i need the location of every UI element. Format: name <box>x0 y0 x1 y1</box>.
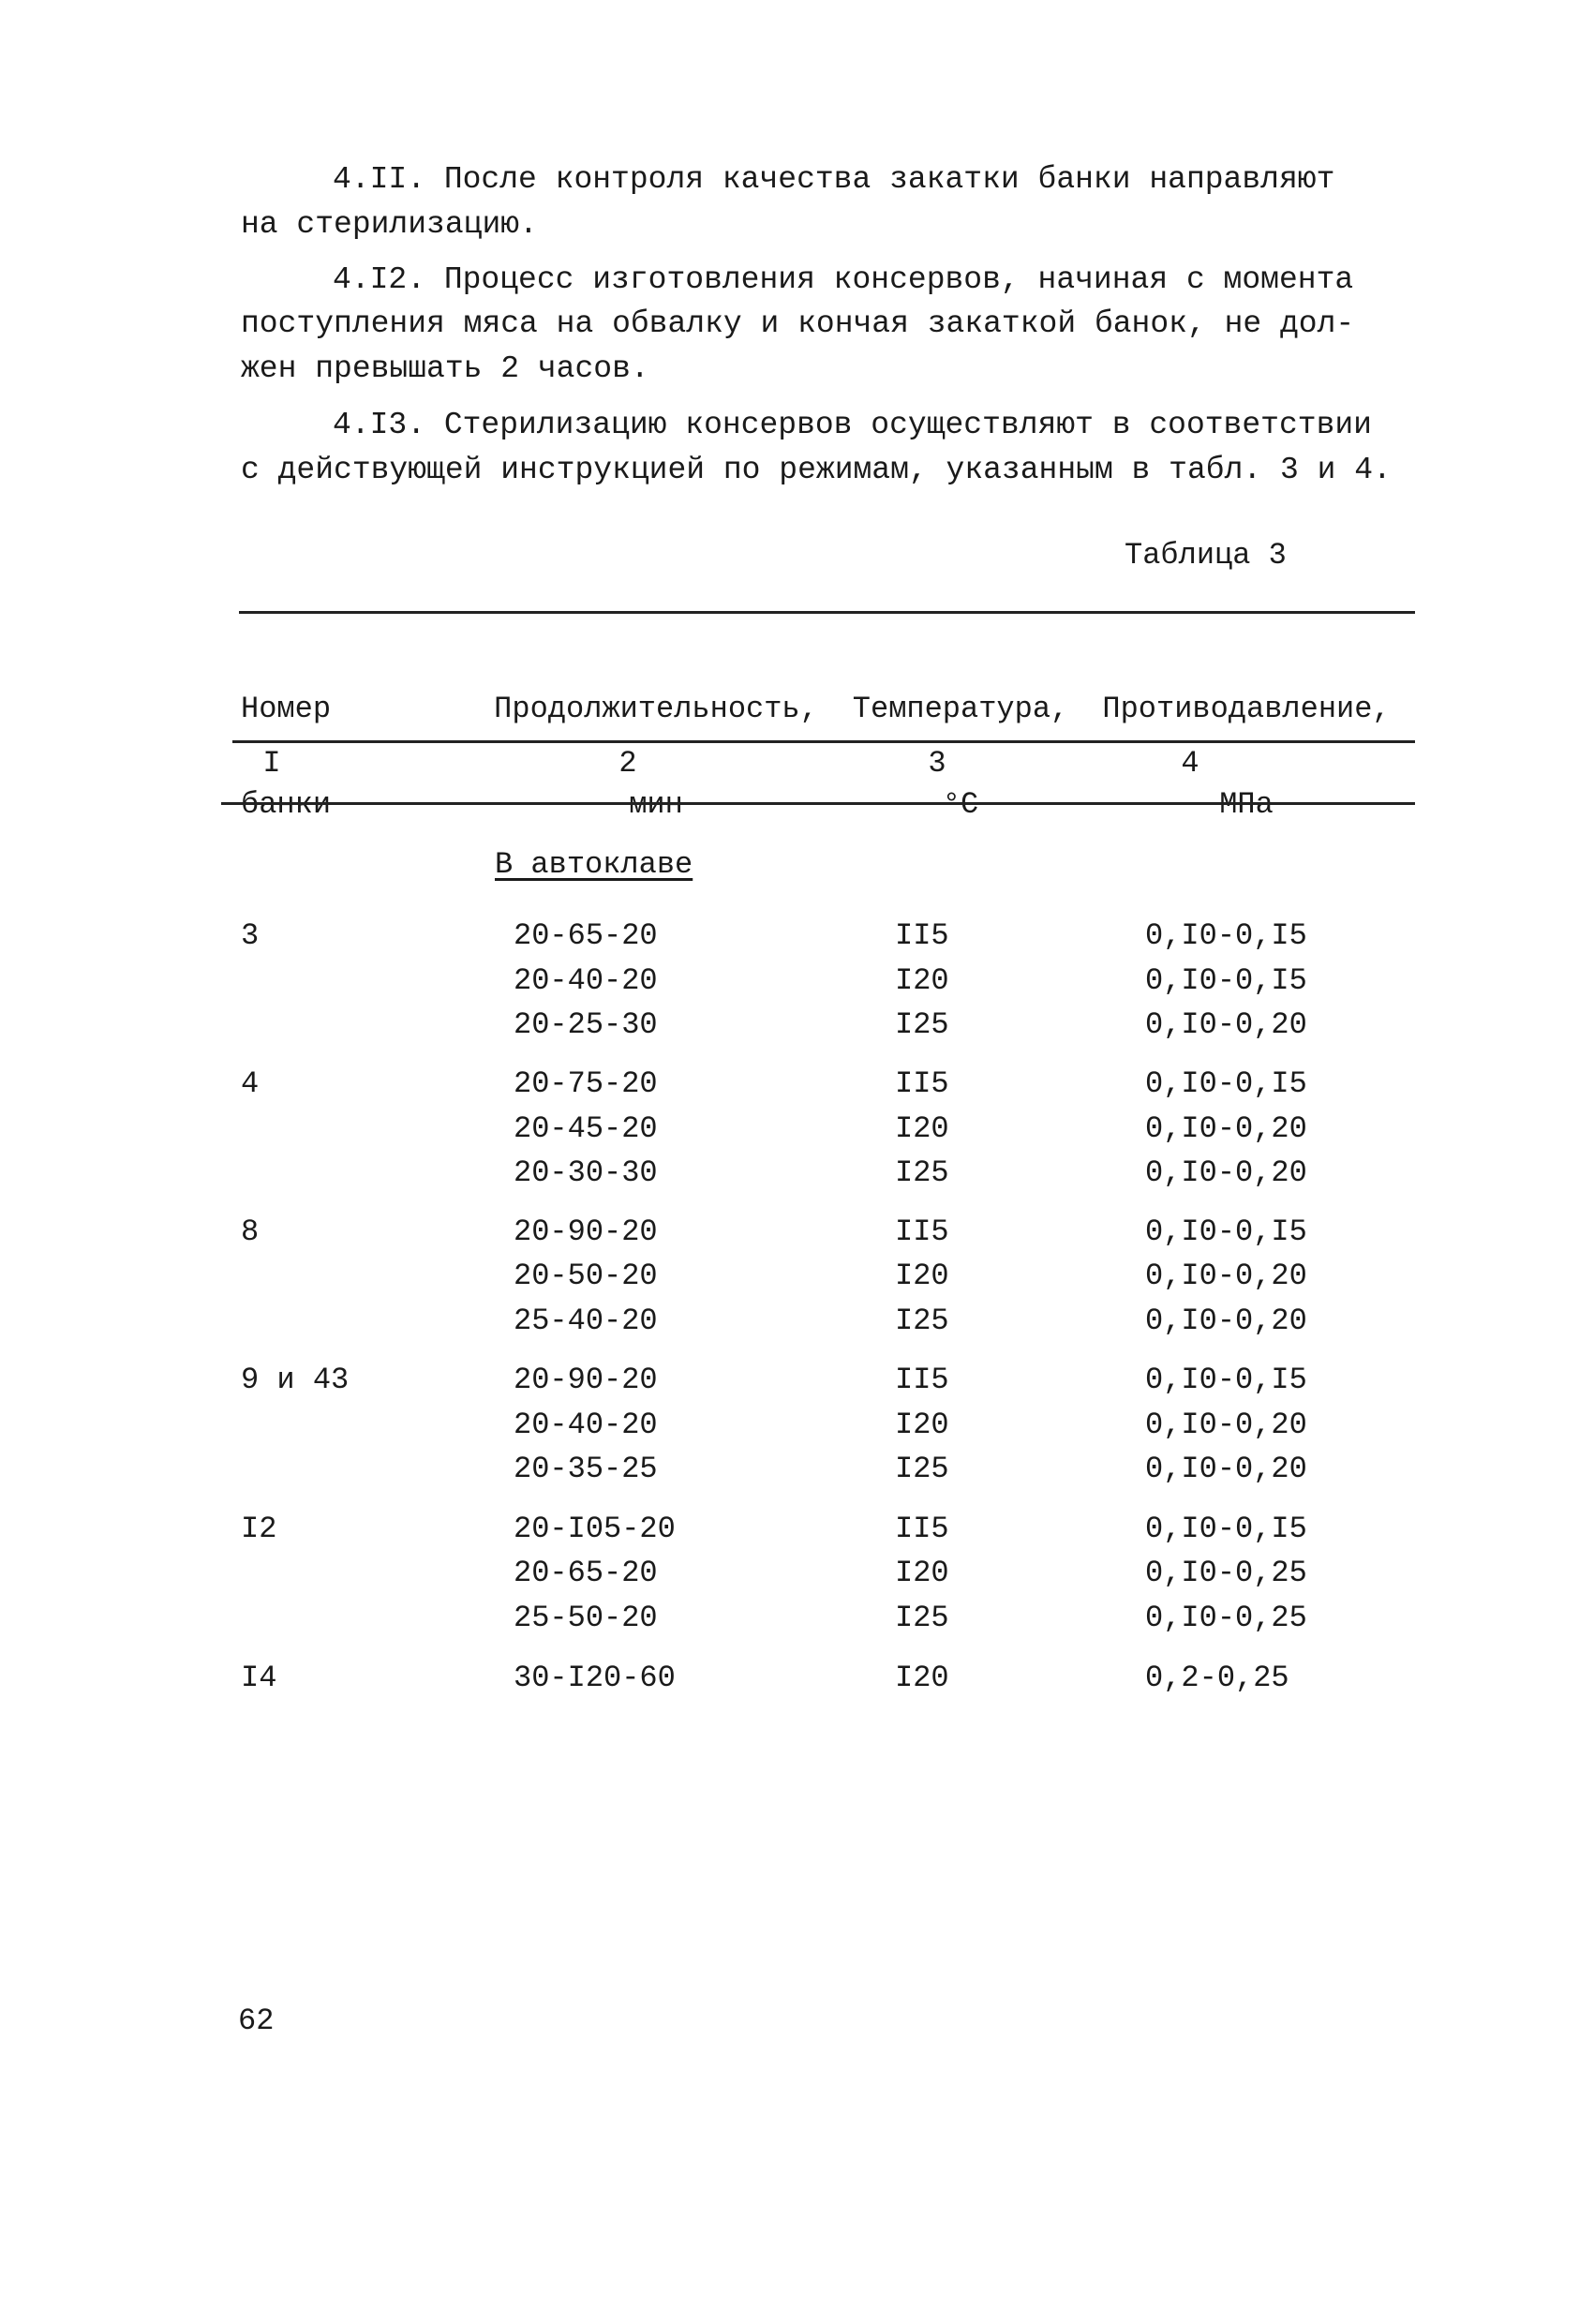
cell-counterpressure: 0,I0-0,20 <box>1145 1408 1307 1442</box>
header-counterpressure-line-2: МПа <box>1219 787 1274 822</box>
paragraph-4-11-line-1: 4.II. После контроля качества закатки банки направляют <box>333 162 1335 197</box>
column-numbers-bottom-rule <box>221 802 1415 805</box>
cell-bank-number: I2 <box>241 1512 277 1546</box>
cell-counterpressure: 0,2-0,25 <box>1145 1661 1289 1695</box>
cell-duration: 20-90-20 <box>514 1214 658 1249</box>
cell-bank-number: 8 <box>241 1214 260 1249</box>
cell-duration: 20-35-25 <box>514 1452 658 1486</box>
paragraph-4-11-line-2: на стерилизацию. <box>241 207 538 242</box>
column-number-3: 3 <box>928 746 946 781</box>
column-number-4: 4 <box>1181 746 1199 781</box>
cell-counterpressure: 0,I0-0,20 <box>1145 1111 1307 1146</box>
paragraph-4-12-line-3: жен превышать 2 часов. <box>241 351 649 386</box>
cell-temperature: I20 <box>895 1111 949 1146</box>
cell-temperature: I25 <box>895 1007 949 1042</box>
cell-duration: 20-I05-20 <box>514 1512 676 1546</box>
cell-counterpressure: 0,I0-0,20 <box>1145 1259 1307 1293</box>
cell-counterpressure: 0,I0-0,I5 <box>1145 1214 1307 1249</box>
cell-temperature: I20 <box>895 963 949 998</box>
cell-counterpressure: 0,I0-0,25 <box>1145 1556 1307 1590</box>
header-counterpressure <box>1078 630 1415 885</box>
cell-bank-number: 3 <box>241 918 260 953</box>
cell-counterpressure: 0,I0-0,20 <box>1145 1452 1307 1486</box>
header-bank-number-line-1: Номер <box>241 692 332 726</box>
table-top-rule <box>239 611 1415 614</box>
cell-temperature: II5 <box>895 918 949 953</box>
cell-bank-number: 9 и 43 <box>241 1363 350 1397</box>
cell-temperature: I20 <box>895 1259 949 1293</box>
cell-temperature: II5 <box>895 1214 949 1249</box>
column-number-1: I <box>262 746 281 781</box>
cell-temperature: I20 <box>895 1556 949 1590</box>
header-temperature-line-1: Температура, <box>852 692 1069 726</box>
section-title-autoclave: В автоклаве <box>495 847 693 882</box>
cell-duration: 20-45-20 <box>514 1111 658 1146</box>
cell-duration: 20-30-30 <box>514 1155 658 1190</box>
cell-temperature: I20 <box>895 1661 949 1695</box>
header-duration-line-2: мин <box>629 787 683 822</box>
paragraph-4-12-line-1: 4.I2. Процесс изготовления консервов, начиная с момента <box>333 262 1354 297</box>
cell-counterpressure: 0,I0-0,I5 <box>1145 1363 1307 1397</box>
header-bank-number-line-2: банки <box>241 787 332 822</box>
cell-temperature: I25 <box>895 1155 949 1190</box>
header-bottom-rule <box>232 740 1415 743</box>
cell-counterpressure: 0,I0-0,I5 <box>1145 963 1307 998</box>
cell-duration: 20-90-20 <box>514 1363 658 1397</box>
paragraph-4-13-line-2: с действующей инструкцией по режимам, указанным в табл. 3 и 4. <box>241 453 1392 487</box>
cell-bank-number: 4 <box>241 1066 260 1101</box>
column-number-2: 2 <box>618 746 637 781</box>
header-counterpressure-line-1: Противодавление, <box>1102 692 1391 726</box>
header-duration-line-1: Продолжительность, <box>494 692 818 726</box>
cell-counterpressure: 0,I0-0,I5 <box>1145 1066 1307 1101</box>
cell-duration: 20-40-20 <box>514 1408 658 1442</box>
cell-duration: 25-40-20 <box>514 1304 658 1338</box>
page-number: 62 <box>238 2004 275 2038</box>
cell-counterpressure: 0,I0-0,20 <box>1145 1304 1307 1338</box>
cell-temperature: I25 <box>895 1452 949 1486</box>
cell-temperature: I25 <box>895 1601 949 1635</box>
cell-temperature: I25 <box>895 1304 949 1338</box>
cell-temperature: II5 <box>895 1512 949 1546</box>
paragraph-4-13-line-1: 4.I3. Стерилизацию консервов осуществляют в соответствии <box>333 408 1372 442</box>
cell-duration: 20-65-20 <box>514 1556 658 1590</box>
paragraph-4-12-line-2: поступления мяса на обвалку и кончая закаткой банок, не дол- <box>241 306 1355 341</box>
cell-duration: 20-40-20 <box>514 963 658 998</box>
cell-temperature: I20 <box>895 1408 949 1442</box>
cell-counterpressure: 0,I0-0,I5 <box>1145 918 1307 953</box>
cell-counterpressure: 0,I0-0,20 <box>1145 1007 1307 1042</box>
cell-duration: 20-50-20 <box>514 1259 658 1293</box>
cell-duration: 30-I20-60 <box>514 1661 676 1695</box>
cell-duration: 25-50-20 <box>514 1601 658 1635</box>
cell-duration: 20-65-20 <box>514 918 658 953</box>
cell-duration: 20-75-20 <box>514 1066 658 1101</box>
cell-counterpressure: 0,I0-0,I5 <box>1145 1512 1307 1546</box>
cell-counterpressure: 0,I0-0,20 <box>1145 1155 1307 1190</box>
cell-temperature: II5 <box>895 1066 949 1101</box>
cell-duration: 20-25-30 <box>514 1007 658 1042</box>
cell-bank-number: I4 <box>241 1661 277 1695</box>
cell-temperature: II5 <box>895 1363 949 1397</box>
cell-counterpressure: 0,I0-0,25 <box>1145 1601 1307 1635</box>
header-temperature-line-2: °C <box>942 787 979 822</box>
table-caption: Таблица 3 <box>1125 538 1287 573</box>
